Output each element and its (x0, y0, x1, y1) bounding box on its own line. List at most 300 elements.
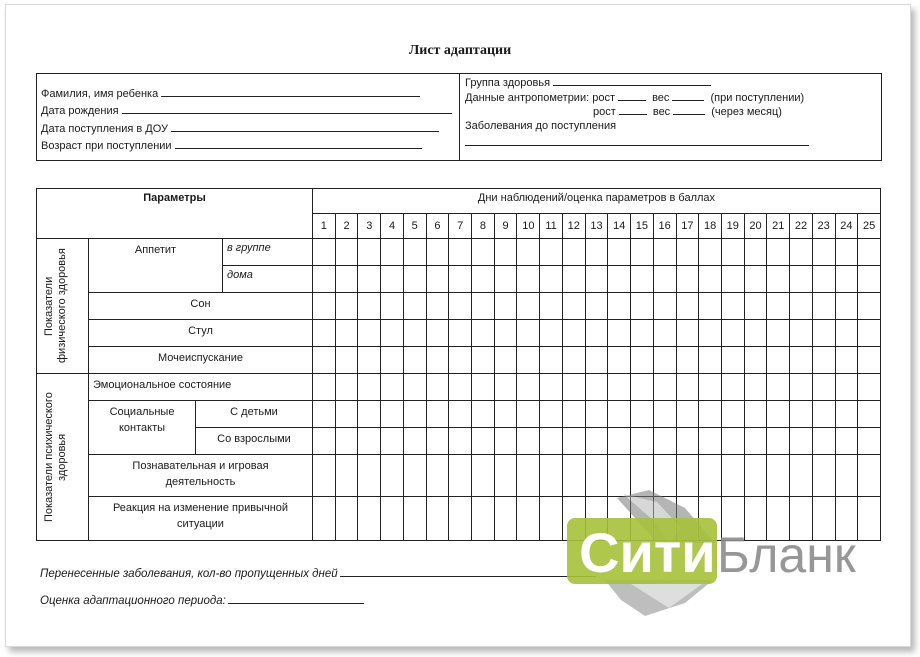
day-number-18: 18 (699, 214, 722, 239)
score-cell[interactable] (335, 374, 358, 401)
score-cell[interactable] (676, 347, 699, 374)
day-number-10: 10 (517, 214, 540, 239)
score-cell[interactable] (767, 239, 790, 266)
score-cell[interactable] (426, 266, 449, 293)
score-cell[interactable] (313, 401, 336, 428)
score-cell[interactable] (381, 374, 404, 401)
on-admission-label: (при поступлении) (710, 92, 805, 104)
physical-health-group (37, 239, 89, 374)
score-cell[interactable] (335, 497, 358, 541)
score-cell[interactable] (631, 239, 654, 266)
day-number-22: 22 (790, 214, 813, 239)
score-cell[interactable] (403, 266, 426, 293)
score-cell[interactable] (494, 347, 517, 374)
score-cell[interactable] (313, 374, 336, 401)
score-cell[interactable] (585, 320, 608, 347)
score-cell[interactable] (358, 239, 381, 266)
score-cell[interactable] (744, 293, 767, 320)
score-cell[interactable] (517, 428, 540, 455)
score-cell[interactable] (403, 347, 426, 374)
score-cell[interactable] (812, 266, 835, 293)
score-cell[interactable] (540, 266, 563, 293)
score-cell[interactable] (608, 428, 631, 455)
score-cell[interactable] (562, 239, 585, 266)
score-cell[interactable] (381, 428, 404, 455)
score-cell[interactable] (790, 293, 813, 320)
score-cell[interactable] (540, 293, 563, 320)
score-cell[interactable] (699, 374, 722, 401)
score-cell[interactable] (631, 347, 654, 374)
score-cell[interactable] (358, 401, 381, 428)
score-cell[interactable] (313, 239, 336, 266)
child-name-field[interactable] (41, 86, 420, 100)
score-cell[interactable] (517, 374, 540, 401)
emotional-state-label: Эмоциональное состояние (89, 374, 313, 401)
score-cell[interactable] (403, 497, 426, 541)
score-cell[interactable] (313, 293, 336, 320)
score-cell[interactable] (381, 347, 404, 374)
height-label: рост (592, 92, 615, 104)
day-number-19: 19 (721, 214, 744, 239)
score-cell[interactable] (426, 401, 449, 428)
appetite-label: Аппетит (89, 239, 223, 293)
score-cell[interactable] (449, 428, 472, 455)
score-cell[interactable] (403, 401, 426, 428)
score-cell[interactable] (812, 374, 835, 401)
score-cell[interactable] (472, 401, 495, 428)
score-cell[interactable] (858, 266, 881, 293)
admission-age-field[interactable] (41, 138, 422, 152)
score-cell[interactable] (562, 347, 585, 374)
score-cell[interactable] (721, 428, 744, 455)
score-cell[interactable] (426, 428, 449, 455)
illnesses-label: Перенесенные заболевания, кол-во пропущенных дней (40, 568, 338, 580)
health-group-label: Группа здоровья (465, 77, 551, 89)
score-cell[interactable] (335, 266, 358, 293)
score-cell[interactable] (812, 239, 835, 266)
with-children-label: С детьми (196, 401, 313, 428)
score-cell[interactable] (653, 293, 676, 320)
score-cell[interactable] (608, 347, 631, 374)
score-cell[interactable] (631, 320, 654, 347)
illnesses-field[interactable] (40, 565, 596, 580)
score-cell[interactable] (472, 497, 495, 541)
appetite-at-home-label: дома (223, 266, 313, 293)
score-cell[interactable] (608, 293, 631, 320)
table-row (37, 401, 881, 428)
score-cell[interactable] (653, 428, 676, 455)
score-cell[interactable] (472, 455, 495, 497)
score-cell[interactable] (767, 293, 790, 320)
score-cell[interactable] (790, 347, 813, 374)
score-cell[interactable] (858, 401, 881, 428)
day-number-25: 25 (858, 214, 881, 239)
score-cell[interactable] (335, 320, 358, 347)
day-number-23: 23 (812, 214, 835, 239)
score-cell[interactable] (858, 293, 881, 320)
day-number-17: 17 (676, 214, 699, 239)
day-number-2: 2 (335, 214, 358, 239)
score-cell[interactable] (744, 320, 767, 347)
score-cell[interactable] (358, 266, 381, 293)
score-cell[interactable] (494, 428, 517, 455)
score-cell[interactable] (540, 401, 563, 428)
score-cell[interactable] (653, 320, 676, 347)
info-divider (459, 74, 460, 160)
score-cell[interactable] (517, 266, 540, 293)
score-cell[interactable] (744, 401, 767, 428)
score-cell[interactable] (494, 455, 517, 497)
day-number-21: 21 (767, 214, 790, 239)
score-cell[interactable] (358, 455, 381, 497)
score-cell[interactable] (381, 266, 404, 293)
score-cell[interactable] (494, 239, 517, 266)
score-cell[interactable] (812, 347, 835, 374)
score-cell[interactable] (721, 374, 744, 401)
score-cell[interactable] (562, 401, 585, 428)
score-cell[interactable] (858, 428, 881, 455)
score-cell[interactable] (494, 320, 517, 347)
score-cell[interactable] (517, 401, 540, 428)
score-cell[interactable] (540, 455, 563, 497)
score-cell[interactable] (335, 401, 358, 428)
social-contacts-label: Социальные контакты (89, 401, 196, 455)
mental-health-label: Показатели психического здоровья (42, 392, 68, 522)
score-cell[interactable] (449, 347, 472, 374)
score-cell[interactable] (608, 320, 631, 347)
score-cell[interactable] (426, 320, 449, 347)
score-cell[interactable] (676, 266, 699, 293)
score-cell[interactable] (676, 239, 699, 266)
score-cell[interactable] (381, 239, 404, 266)
days-header: Дни наблюдений/оценка параметров в баллах (313, 189, 881, 214)
score-cell[interactable] (449, 455, 472, 497)
score-cell[interactable] (562, 374, 585, 401)
score-cell[interactable] (608, 401, 631, 428)
anthropometry-label: Данные антропометрии: (465, 92, 590, 104)
day-number-11: 11 (540, 214, 563, 239)
score-cell[interactable] (721, 239, 744, 266)
cognitive-play-label: Познавательная и игровая деятельность (89, 455, 313, 497)
score-cell[interactable] (676, 428, 699, 455)
table-row (37, 239, 881, 266)
score-cell[interactable] (790, 374, 813, 401)
score-cell[interactable] (426, 497, 449, 541)
table-row (37, 374, 881, 401)
score-cell[interactable] (699, 401, 722, 428)
weight-label: вес (652, 92, 670, 104)
score-cell[interactable] (449, 293, 472, 320)
score-cell[interactable] (858, 374, 881, 401)
score-cell[interactable] (403, 428, 426, 455)
day-number-4: 4 (381, 214, 404, 239)
score-cell[interactable] (767, 320, 790, 347)
score-cell[interactable] (835, 401, 858, 428)
day-number-3: 3 (358, 214, 381, 239)
score-cell[interactable] (403, 455, 426, 497)
score-cell[interactable] (426, 455, 449, 497)
score-cell[interactable] (472, 374, 495, 401)
score-cell[interactable] (313, 320, 336, 347)
score-cell[interactable] (381, 293, 404, 320)
score-cell[interactable] (381, 455, 404, 497)
score-cell[interactable] (313, 455, 336, 497)
table-row (37, 320, 881, 347)
score-cell[interactable] (721, 401, 744, 428)
score-cell[interactable] (721, 347, 744, 374)
logo-part2: Бланк (717, 527, 856, 583)
score-cell[interactable] (653, 239, 676, 266)
score-cell[interactable] (835, 428, 858, 455)
score-cell[interactable] (403, 320, 426, 347)
score-cell[interactable] (472, 428, 495, 455)
score-cell[interactable] (358, 347, 381, 374)
score-cell[interactable] (653, 347, 676, 374)
score-cell[interactable] (517, 239, 540, 266)
admission-date-label: Дата поступления в ДОУ (41, 123, 169, 135)
score-cell[interactable] (585, 374, 608, 401)
score-cell[interactable] (426, 293, 449, 320)
score-cell[interactable] (403, 239, 426, 266)
score-cell[interactable] (540, 374, 563, 401)
weight-label-2: вес (652, 106, 671, 118)
score-cell[interactable] (631, 401, 654, 428)
score-cell[interactable] (812, 293, 835, 320)
score-cell[interactable] (562, 320, 585, 347)
score-cell[interactable] (631, 428, 654, 455)
score-cell[interactable] (449, 374, 472, 401)
admission-age-label: Возраст при поступлении (41, 140, 172, 152)
reaction-change-label: Реакция на изменение привычной ситуации (89, 497, 313, 541)
score-cell[interactable] (403, 293, 426, 320)
score-cell[interactable] (744, 266, 767, 293)
score-cell[interactable] (858, 320, 881, 347)
score-cell[interactable] (562, 293, 585, 320)
score-cell[interactable] (812, 320, 835, 347)
day-number-7: 7 (449, 214, 472, 239)
score-cell[interactable] (721, 293, 744, 320)
score-cell[interactable] (562, 428, 585, 455)
score-cell[interactable] (358, 374, 381, 401)
score-cell[interactable] (313, 428, 336, 455)
score-cell[interactable] (676, 401, 699, 428)
score-cell[interactable] (540, 239, 563, 266)
day-number-1: 1 (313, 214, 336, 239)
day-number-12: 12 (562, 214, 585, 239)
score-cell[interactable] (585, 347, 608, 374)
score-cell[interactable] (699, 320, 722, 347)
score-cell[interactable] (313, 266, 336, 293)
appetite-in-group-label: в группе (223, 239, 313, 266)
with-adults-label: Со взрослыми (196, 428, 313, 455)
score-cell[interactable] (494, 401, 517, 428)
score-cell[interactable] (358, 428, 381, 455)
score-cell[interactable] (313, 497, 336, 541)
score-cell[interactable] (835, 239, 858, 266)
score-cell[interactable] (403, 374, 426, 401)
score-cell[interactable] (858, 347, 881, 374)
day-number-8: 8 (472, 214, 495, 239)
score-cell[interactable] (381, 497, 404, 541)
score-cell[interactable] (358, 320, 381, 347)
score-cell[interactable] (585, 428, 608, 455)
day-number-15: 15 (631, 214, 654, 239)
after-month-label: (через месяц) (711, 106, 782, 118)
sleep-label: Сон (89, 293, 313, 320)
score-cell[interactable] (744, 374, 767, 401)
score-cell[interactable] (540, 497, 563, 541)
score-cell[interactable] (517, 455, 540, 497)
day-number-13: 13 (585, 214, 608, 239)
logo-part1: Сити (579, 521, 716, 584)
score-cell[interactable] (540, 320, 563, 347)
score-cell[interactable] (721, 320, 744, 347)
score-cell[interactable] (472, 320, 495, 347)
score-cell[interactable] (858, 239, 881, 266)
score-cell[interactable] (767, 401, 790, 428)
score-cell[interactable] (744, 239, 767, 266)
score-cell[interactable] (335, 347, 358, 374)
day-number-6: 6 (426, 214, 449, 239)
score-cell[interactable] (790, 320, 813, 347)
score-cell[interactable] (676, 374, 699, 401)
score-cell[interactable] (790, 239, 813, 266)
score-cell[interactable] (631, 266, 654, 293)
score-cell[interactable] (608, 266, 631, 293)
score-cell[interactable] (699, 266, 722, 293)
admission-date-field[interactable] (41, 121, 439, 135)
score-cell[interactable] (472, 347, 495, 374)
score-cell[interactable] (426, 239, 449, 266)
anthropometry-admission-row[interactable] (465, 90, 804, 104)
score-cell[interactable] (494, 374, 517, 401)
day-number-24: 24 (835, 214, 858, 239)
score-cell[interactable] (472, 293, 495, 320)
child-name-label: Фамилия, имя ребенка (41, 88, 159, 100)
table-row (37, 347, 881, 374)
height-label-2: рост (593, 106, 616, 118)
score-cell[interactable] (335, 293, 358, 320)
score-cell[interactable] (449, 497, 472, 541)
score-cell[interactable] (608, 374, 631, 401)
score-cell[interactable] (358, 497, 381, 541)
score-cell[interactable] (517, 497, 540, 541)
period-rating-label: Оценка адаптационного периода: (40, 595, 226, 607)
score-cell[interactable] (790, 266, 813, 293)
physical-health-label: Показатели физического здоровья (42, 248, 68, 364)
score-cell[interactable] (767, 266, 790, 293)
score-cell[interactable] (449, 320, 472, 347)
score-cell[interactable] (449, 266, 472, 293)
score-cell[interactable] (540, 428, 563, 455)
score-cell[interactable] (835, 374, 858, 401)
score-cell[interactable] (835, 293, 858, 320)
birth-date-label: Дата рождения (41, 105, 119, 117)
score-cell[interactable] (494, 497, 517, 541)
score-cell[interactable] (335, 239, 358, 266)
urination-label: Мочеиспускание (89, 347, 313, 374)
score-cell[interactable] (699, 293, 722, 320)
score-cell[interactable] (313, 347, 336, 374)
score-cell[interactable] (517, 320, 540, 347)
table-row (37, 293, 881, 320)
score-cell[interactable] (335, 428, 358, 455)
score-cell[interactable] (472, 266, 495, 293)
score-cell[interactable] (358, 293, 381, 320)
score-cell[interactable] (608, 239, 631, 266)
score-cell[interactable] (449, 239, 472, 266)
score-cell[interactable] (767, 347, 790, 374)
score-cell[interactable] (585, 293, 608, 320)
score-cell[interactable] (472, 239, 495, 266)
score-cell[interactable] (335, 455, 358, 497)
score-cell[interactable] (381, 320, 404, 347)
score-cell[interactable] (517, 347, 540, 374)
health-group-field[interactable] (465, 75, 711, 89)
day-number-9: 9 (494, 214, 517, 239)
day-number-14: 14 (608, 214, 631, 239)
score-cell[interactable] (676, 320, 699, 347)
score-cell[interactable] (699, 239, 722, 266)
anthropometry-month-row[interactable] (593, 104, 782, 118)
illness-before-label: Заболевания до поступления (465, 120, 617, 132)
score-cell[interactable] (562, 266, 585, 293)
score-cell[interactable] (585, 401, 608, 428)
score-cell[interactable] (812, 401, 835, 428)
day-number-20: 20 (744, 214, 767, 239)
score-cell[interactable] (835, 320, 858, 347)
score-cell[interactable] (449, 401, 472, 428)
score-cell[interactable] (653, 374, 676, 401)
score-cell[interactable] (585, 239, 608, 266)
score-cell[interactable] (835, 266, 858, 293)
score-cell[interactable] (744, 347, 767, 374)
score-cell[interactable] (699, 347, 722, 374)
score-cell[interactable] (426, 347, 449, 374)
table-row (37, 189, 881, 214)
score-cell[interactable] (767, 374, 790, 401)
score-cell[interactable] (721, 266, 744, 293)
score-cell[interactable] (494, 266, 517, 293)
score-cell[interactable] (744, 428, 767, 455)
illness-before-field[interactable] (465, 120, 616, 132)
score-cell[interactable] (699, 428, 722, 455)
score-cell[interactable] (653, 401, 676, 428)
score-cell[interactable] (835, 347, 858, 374)
score-cell[interactable] (676, 293, 699, 320)
score-cell[interactable] (790, 428, 813, 455)
period-rating-field[interactable] (40, 592, 364, 607)
params-header: Параметры (37, 189, 313, 239)
score-cell[interactable] (812, 428, 835, 455)
stool-label: Стул (89, 320, 313, 347)
score-cell[interactable] (517, 293, 540, 320)
score-cell[interactable] (653, 266, 676, 293)
score-cell[interactable] (631, 293, 654, 320)
day-number-5: 5 (403, 214, 426, 239)
score-cell[interactable] (767, 428, 790, 455)
birth-date-field[interactable] (41, 103, 452, 117)
mental-health-group (37, 374, 89, 541)
score-cell[interactable] (426, 374, 449, 401)
score-cell[interactable] (585, 266, 608, 293)
score-cell[interactable] (381, 401, 404, 428)
score-cell[interactable] (631, 374, 654, 401)
score-cell[interactable] (540, 347, 563, 374)
score-cell[interactable] (790, 401, 813, 428)
score-cell[interactable] (494, 293, 517, 320)
illness-before-line[interactable] (465, 145, 809, 146)
